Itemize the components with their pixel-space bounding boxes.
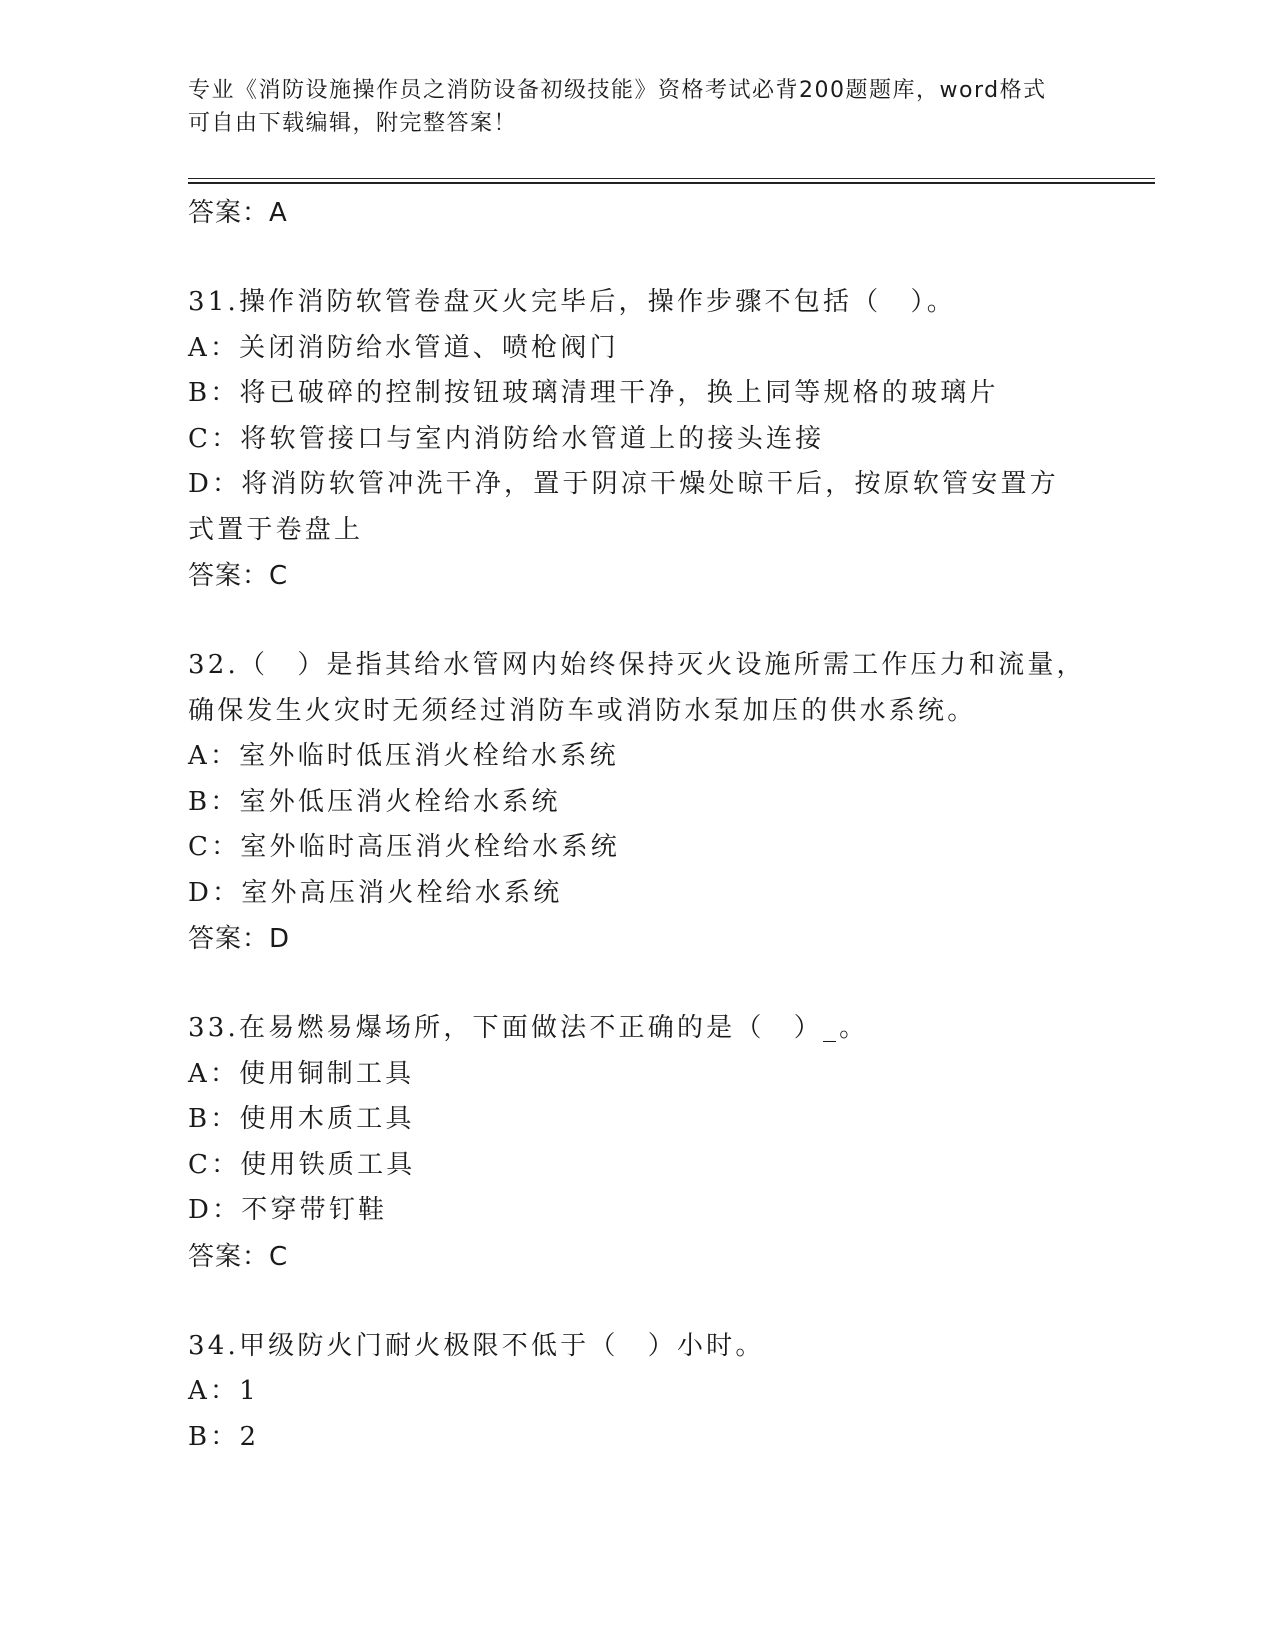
option-c: C：使用铁质工具 xyxy=(188,1149,416,1180)
option-a: A：1 xyxy=(188,1376,259,1406)
option-d: D：不穿带钉鞋 xyxy=(188,1195,388,1225)
option-b: B：2 xyxy=(188,1421,260,1452)
option-b: B：将已破碎的控制按钮玻璃清理干净，换上同等规格的玻璃片 xyxy=(188,378,999,408)
answer-line: 答案：D xyxy=(188,924,291,954)
option-a: A：关闭消防给水管道、喷枪阀门 xyxy=(188,332,619,363)
option-c: C：将软管接口与室内消防给水管道上的接头连接 xyxy=(188,423,825,454)
question-text: 31.操作消防软管卷盘灭火完毕后，操作步骤不包括（ ）。 xyxy=(188,287,956,317)
header-divider-thick xyxy=(188,182,1155,184)
question-text: 34.甲级防火门耐火极限不低于（ ）小时。 xyxy=(188,1330,765,1361)
question-text: 33.在易燃易爆场所，下面做法不正确的是（ ）_。 xyxy=(188,1013,869,1043)
option-b: B：室外低压消火栓给水系统 xyxy=(188,786,561,817)
document-header xyxy=(188,74,1068,140)
answer-line: 答案：C xyxy=(188,1241,289,1272)
option-c: C：室外临时高压消火栓给水系统 xyxy=(188,832,620,862)
question-31 xyxy=(188,280,1088,599)
question-33 xyxy=(188,1006,1088,1280)
document-title: 专业《消防设施操作员之消防设备初级技能》资格考试必背200题题库，word格式可自由下载编辑，附完整答案！ xyxy=(188,78,1047,136)
question-34 xyxy=(188,1324,1088,1461)
option-a: A：室外临时低压消火栓给水系统 xyxy=(188,741,619,771)
option-d: D：将消防软管冲洗干净，置于阴凉干燥处晾干后，按原软管安置方式置于卷盘上 xyxy=(188,469,1059,545)
question-list xyxy=(188,190,1088,1504)
question-text: 32.（ ）是指其给水管网内始终保持灭火设施所需工作压力和流量，确保发生火灾时无须经过消防车或消防水泵加压的供水系统。 xyxy=(188,650,1086,726)
option-a: A：使用铜制工具 xyxy=(188,1058,415,1089)
option-d: D：室外高压消火栓给水系统 xyxy=(188,877,563,908)
question-32 xyxy=(188,643,1088,962)
header-divider-thin xyxy=(188,178,1155,179)
answer-line: 答案：C xyxy=(188,561,289,591)
answer-line: 答案：A xyxy=(188,198,288,228)
option-b: B：使用木质工具 xyxy=(188,1104,415,1134)
